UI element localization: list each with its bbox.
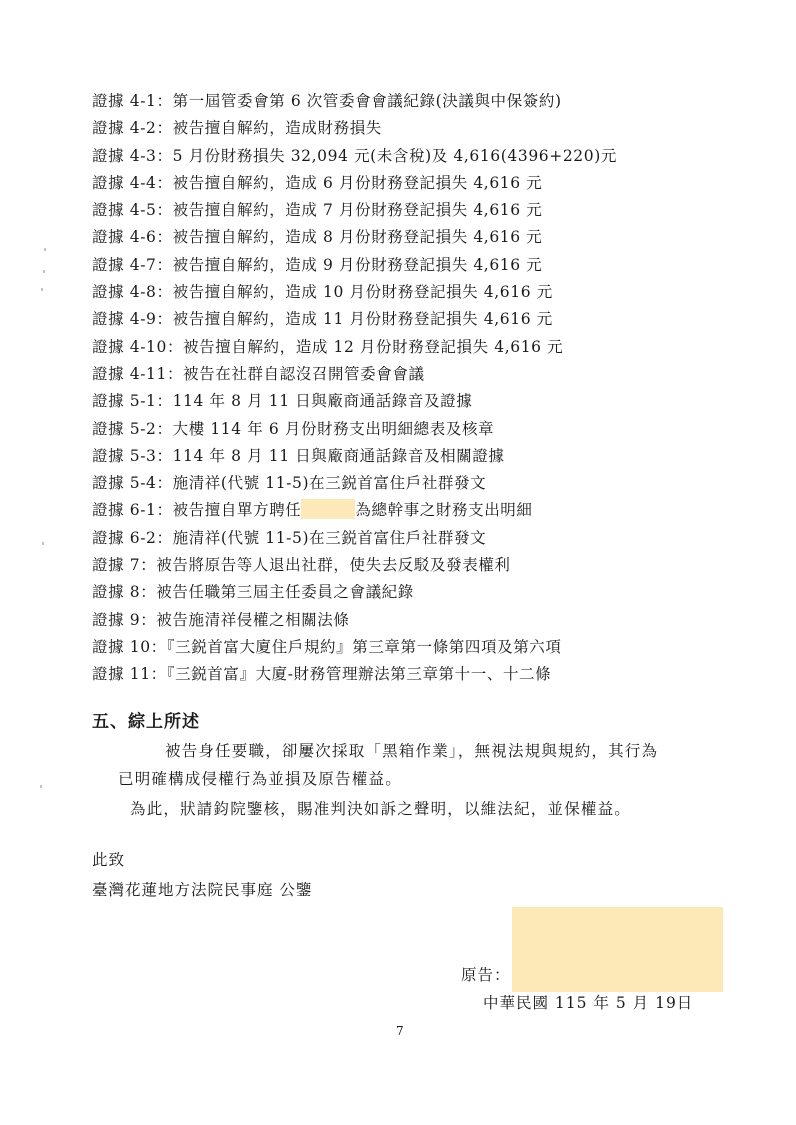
evidence-item-4-7: 證據 4-7：被告擅自解約，造成 9 月份財務登記損失 4,616 元 [92,255,543,274]
evidence-item-6-1 [92,497,617,524]
evidence-item-4-1: 證據 4-1：第一屆管委會第 6 次管委會會議紀錄(決議與中保簽約) [92,92,562,110]
scan-speck [40,785,42,788]
salutation: 此致 [92,851,126,869]
plaintiff-label: 原告： [461,966,511,984]
conclusion-paragraph-line-1: 被告身任要職，卻屢次採取「黑箱作業」，無視法規與規約，其行為 [165,742,659,760]
evidence-item-5-2: 證據 5-2：大樓 114 年 6 月份財務支出明細總表及核章 [92,419,495,438]
page-number: 7 [396,1024,404,1038]
evidence-6-1-text-before: 證據 6-1：被告擅自單方聘任 [92,501,302,520]
evidence-6-1-text-after: 為總幹事之財務支出明細 [355,501,533,520]
scan-speck [42,542,44,545]
evidence-item-5-1: 證據 5-1：114 年 8 月 11 日與廠商通話錄音及證據 [92,392,473,411]
evidence-item-7: 證據 7：被告將原告等人退出社群，使失去反駁及發表權利 [92,556,511,575]
court-addressee: 臺灣花蓮地方法院民事庭 公鑒 [92,881,313,899]
evidence-item-6-2: 證據 6-2：施清祥(代號 11-5)在三鋭首富住戶社群發文 [92,528,487,547]
evidence-item-11: 證據 11：『三鋭首富』大廈-財務管理辦法第三章第十一、十二條 [92,665,552,684]
evidence-item-4-2: 證據 4-2：被告擅自解約，造成財務損失 [92,119,382,138]
petition-paragraph: 為此，狀請鈞院鑒核，賜准判決如訴之聲明，以維法紀，並保權益。 [130,800,632,818]
redacted-name-block [301,499,355,519]
evidence-item-4-6: 證據 4-6：被告擅自解約，造成 8 月份財務登記損失 4,616 元 [92,228,543,247]
evidence-item-4-5: 證據 4-5：被告擅自解約，造成 7 月份財務登記損失 4,616 元 [92,201,543,220]
filing-date: 中華民國 115 年 5 月 19日 [483,994,694,1012]
evidence-item-9: 證據 9：被告施清祥侵權之相關法條 [92,610,350,629]
conclusion-paragraph-line-2: 已明確構成侵權行為並損及原告權益。 [118,770,402,788]
scan-speck [44,248,46,251]
section-title: 五、綜上所述 [92,712,200,732]
evidence-item-4-8: 證據 4-8：被告擅自解約，造成 10 月份財務登記損失 4,616 元 [92,283,553,302]
evidence-item-4-3: 證據 4-3：5 月份財務損失 32,094 元(未含稅)及 4,616(4396+220)元 [92,146,617,165]
evidence-item-4-9: 證據 4-9：被告擅自解約，造成 11 月份財務登記損失 4,616 元 [92,310,553,329]
evidence-item-5-3: 證據 5-3：114 年 8 月 11 日與廠商通話錄音及相關證據 [92,446,505,465]
redacted-plaintiff-block [512,907,723,992]
evidence-item-4-4: 證據 4-4：被告擅自解約，造成 6 月份財務登記損失 4,616 元 [92,173,543,192]
evidence-item-4-11: 證據 4-11：被告在社群自認沒召開管委會會議 [92,364,425,383]
scan-speck [41,288,43,291]
scan-speck [43,270,45,273]
evidence-item-8: 證據 8：被告任職第三屆主任委員之會議紀錄 [92,583,414,602]
evidence-item-5-4: 證據 5-4：施清祥(代號 11-5)在三鋭首富住戶社群發文 [92,474,487,493]
evidence-item-10: 證據 10：『三鋭首富大廈住戶規約』第三章第一條第四項及第六項 [92,637,562,656]
evidence-item-4-10: 證據 4-10：被告擅自解約，造成 12 月份財務登記損失 4,616 元 [92,337,564,356]
evidence-list [92,88,617,689]
